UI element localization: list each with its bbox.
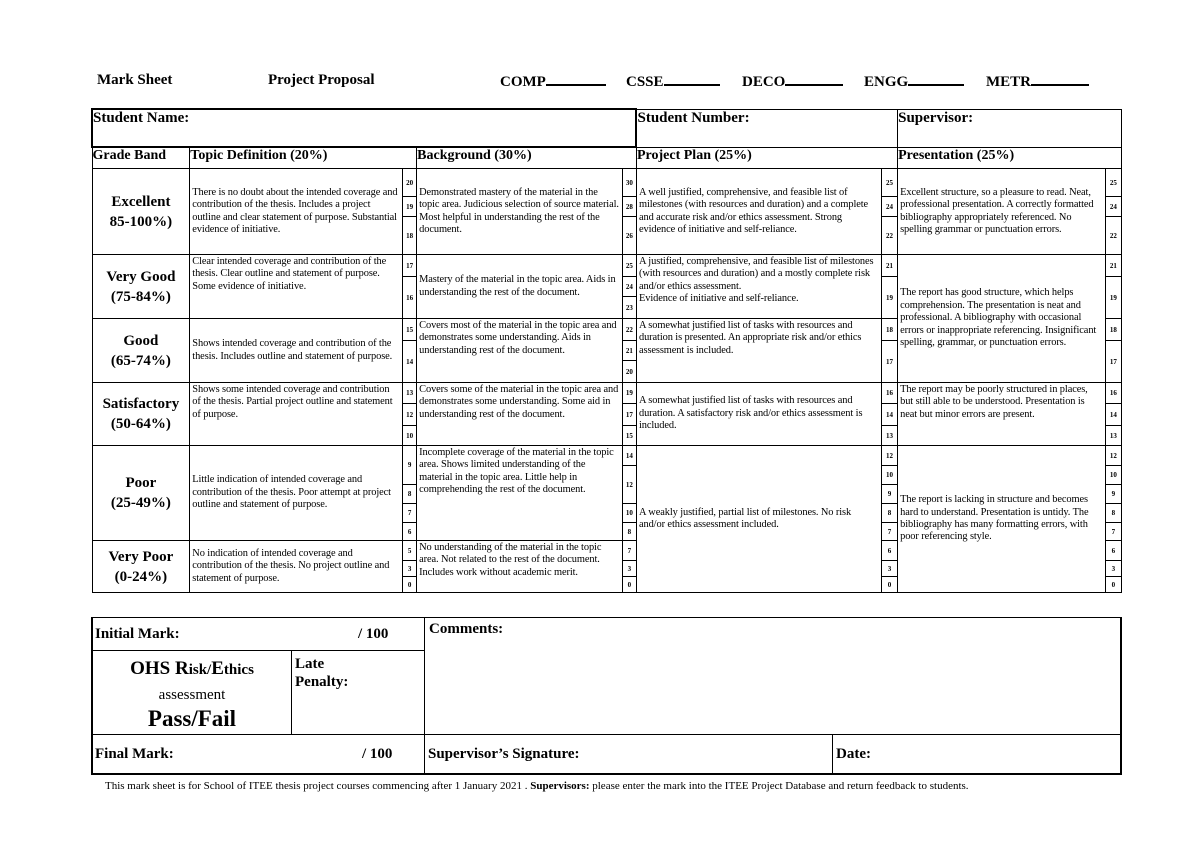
band-poor-range: (25-49%) xyxy=(110,495,171,511)
ohs-isk: isk/ xyxy=(188,662,212,678)
supervisor-signature-field[interactable] xyxy=(424,734,833,773)
band-very-good-range: (75-84%) xyxy=(110,288,171,305)
initial-mark-field[interactable] xyxy=(93,618,425,651)
footer-bold: Supervisors: xyxy=(530,780,590,792)
ohs-r-big: OHS R xyxy=(130,658,189,679)
band-very-good xyxy=(92,255,190,319)
plan-score-22[interactable]: 22 xyxy=(881,217,897,255)
final-mark-field[interactable] xyxy=(93,734,425,773)
background-score-25[interactable]: 25 xyxy=(622,255,636,277)
presentation-score-9[interactable]: 9 xyxy=(1105,485,1121,504)
band-satisfactory xyxy=(92,383,190,446)
project-title: Project Proposal xyxy=(268,72,375,88)
bottom-block xyxy=(91,617,1122,775)
plan-score-25[interactable]: 25 xyxy=(881,169,897,197)
plan-score-6[interactable]: 6 xyxy=(881,541,897,561)
ohs-box xyxy=(93,650,292,734)
date-field[interactable] xyxy=(832,734,1122,773)
ohs-e-big: E xyxy=(211,658,224,679)
code-csse[interactable] xyxy=(626,72,720,91)
plan-score-17[interactable]: 17 xyxy=(881,341,897,383)
topic-score-3[interactable]: 3 xyxy=(403,561,417,577)
presentation-score-25[interactable]: 25 xyxy=(1105,169,1121,197)
presentation-score-21[interactable]: 21 xyxy=(1105,255,1121,277)
student-name-label: Student Name: xyxy=(93,110,190,126)
code-comp-label: COMP xyxy=(500,74,546,90)
student-number-label: Student Number: xyxy=(637,109,750,126)
presentation-score-18[interactable]: 18 xyxy=(1105,319,1121,341)
comments-field[interactable] xyxy=(424,618,1122,734)
plan-score-13[interactable]: 13 xyxy=(881,426,897,446)
band-very-poor xyxy=(92,541,190,593)
band-excellent-name: Excellent xyxy=(111,193,171,210)
band-excellent xyxy=(92,169,190,255)
col-presentation: Presentation (25%) xyxy=(898,147,1122,169)
plan-score-9[interactable]: 9 xyxy=(881,485,897,504)
presentation-poor: The report is lacking in structure and becomes hard to understand. Presentation is untidy. The bibliography has many formatting errors, with poor referencing style. xyxy=(898,446,1106,593)
presentation-score-7[interactable]: 7 xyxy=(1105,523,1121,541)
code-deco-label: DECO xyxy=(742,74,786,90)
band-good xyxy=(92,319,190,383)
band-good-name: Good xyxy=(123,332,159,349)
background-very-poor: No understanding of the material in the topic area. Not related to the rest of the document. Includes work without academic merit. xyxy=(417,541,623,593)
plan-score-19[interactable]: 19 xyxy=(881,277,897,319)
presentation-excellent: Excellent structure, so a pleasure to read. Neat, professional presentation. A correctly formatted bibliography appropriately referenced. No spelling grammar or punctuation errors. xyxy=(898,169,1106,255)
topic-score-5[interactable]: 5 xyxy=(403,541,417,561)
col-background: Background (30%) xyxy=(417,147,637,169)
topic-score-0[interactable]: 0 xyxy=(403,577,417,593)
date-label: Date: xyxy=(836,746,871,762)
mark-sheet-title: Mark Sheet xyxy=(97,72,173,88)
plan-score-14[interactable]: 14 xyxy=(881,404,897,426)
presentation-score-6[interactable]: 6 xyxy=(1105,541,1121,561)
topic-score-12[interactable]: 12 xyxy=(403,404,417,426)
background-score-22[interactable]: 22 xyxy=(622,319,636,341)
background-score-0[interactable]: 0 xyxy=(622,577,636,593)
presentation-good: The report has good structure, which helps comprehension. The presentation is neat and professional. A bibliography with occasional errors or inappropriate referencing. Insignificant spelling, grammar, or punctuation errors. xyxy=(898,255,1106,383)
col-grade-band: Grade Band xyxy=(92,147,190,169)
background-score-10[interactable]: 10 xyxy=(622,504,636,523)
band-very-poor-name: Very Poor xyxy=(108,548,174,565)
topic-very-poor: No indication of intended coverage and contribution of the thesis. No project outline and statement of purpose. xyxy=(190,541,403,593)
plan-good: A somewhat justified list of tasks with resources and duration is presented. An appropriate risk and/or ethics assessment is included. xyxy=(636,319,881,383)
code-metr[interactable] xyxy=(986,72,1089,91)
final-mark-label: Final Mark: xyxy=(95,746,174,762)
topic-score-10[interactable]: 10 xyxy=(403,426,417,446)
footer-note xyxy=(105,780,969,792)
plan-score-18[interactable]: 18 xyxy=(881,319,897,341)
background-very-good: Mastery of the material in the topic area. Aids in understanding the rest of the document. xyxy=(417,255,623,319)
background-poor: Incomplete coverage of the material in the topic area. Shows limited understanding of the material in the topic area. Little help in comprehending the rest of the document. xyxy=(417,446,623,541)
band-good-range: (65-74%) xyxy=(110,352,171,369)
plan-score-7[interactable]: 7 xyxy=(881,523,897,541)
col-plan: Project Plan (25%) xyxy=(636,147,897,169)
background-score-30[interactable]: 30 xyxy=(622,169,636,197)
plan-score-10[interactable]: 10 xyxy=(881,466,897,485)
background-score-3[interactable]: 3 xyxy=(622,561,636,577)
code-comp[interactable] xyxy=(500,72,606,91)
code-deco[interactable] xyxy=(742,72,843,91)
ohs-thics: thics xyxy=(223,662,254,678)
topic-score-8[interactable]: 8 xyxy=(403,485,417,504)
plan-satisfactory: A somewhat justified list of tasks with resources and duration. A satisfactory risk and/or ethics assessment is included. xyxy=(636,383,881,446)
background-score-8[interactable]: 8 xyxy=(622,523,636,541)
background-score-14[interactable]: 14 xyxy=(622,446,636,466)
code-metr-label: METR xyxy=(986,74,1031,90)
presentation-score-3[interactable]: 3 xyxy=(1105,561,1121,577)
plan-poor: A weakly justified, partial list of milestones. No risk and/or ethics assessment included. xyxy=(636,446,881,593)
background-score-28[interactable]: 28 xyxy=(622,197,636,217)
presentation-score-19[interactable]: 19 xyxy=(1105,277,1121,319)
final-mark-out-of: / 100 xyxy=(362,746,393,762)
topic-excellent: There is no doubt about the intended coverage and contribution of the thesis. Includes a project outline and clear statement of purpose. Substantial evidence of initiative. xyxy=(190,169,403,255)
band-satisfactory-range: (50-64%) xyxy=(110,416,171,432)
background-score-23[interactable]: 23 xyxy=(622,297,636,319)
background-good: Covers most of the material in the topic area and demonstrates some understanding. Aids in understanding rest of the document. xyxy=(417,319,623,383)
presentation-score-8[interactable]: 8 xyxy=(1105,504,1121,523)
supervisor-signature-label: Supervisor’s Signature: xyxy=(428,746,580,762)
background-score-15[interactable]: 15 xyxy=(622,426,636,446)
plan-score-8[interactable]: 8 xyxy=(881,504,897,523)
background-score-17[interactable]: 17 xyxy=(622,404,636,426)
presentation-score-12[interactable]: 12 xyxy=(1105,446,1121,466)
background-satisfactory: Covers some of the material in the topic area and demonstrates some understanding. Some aid in understanding rest of the document. xyxy=(417,383,623,446)
student-number-field[interactable] xyxy=(636,109,897,147)
plan-very-good xyxy=(636,255,881,319)
pass-fail[interactable]: Pass/Fail xyxy=(147,706,237,731)
band-poor-name: Poor xyxy=(125,475,157,491)
band-poor xyxy=(92,446,190,541)
topic-score-7[interactable]: 7 xyxy=(403,504,417,523)
topic-score-19[interactable]: 19 xyxy=(403,197,417,217)
background-score-21[interactable]: 21 xyxy=(622,341,636,361)
topic-satisfactory: Shows some intended coverage and contribution of the thesis. Partial project outline and statement of purpose. xyxy=(190,383,403,446)
presentation-score-16[interactable]: 16 xyxy=(1105,383,1121,404)
code-csse-label: CSSE xyxy=(626,74,664,90)
plan-very-good-initiative: Evidence of initiative and self-reliance. xyxy=(638,293,799,305)
plan-score-3[interactable]: 3 xyxy=(881,561,897,577)
topic-score-9[interactable]: 9 xyxy=(403,446,417,485)
band-satisfactory-name: Satisfactory xyxy=(102,396,180,412)
plan-score-16[interactable]: 16 xyxy=(881,383,897,404)
presentation-score-17[interactable]: 17 xyxy=(1105,341,1121,383)
plan-score-12[interactable]: 12 xyxy=(881,446,897,466)
background-score-26[interactable]: 26 xyxy=(622,217,636,255)
presentation-score-14[interactable]: 14 xyxy=(1105,404,1121,426)
background-score-19[interactable]: 19 xyxy=(622,383,636,404)
topic-score-16[interactable]: 16 xyxy=(403,277,417,319)
background-score-24[interactable]: 24 xyxy=(622,277,636,297)
band-excellent-range: 85-100%) xyxy=(109,213,173,230)
topic-very-good: Clear intended coverage and contribution of the thesis. Clear outline and statement of purpose. Some evidence of initiative. xyxy=(190,255,403,319)
plan-score-21[interactable]: 21 xyxy=(881,255,897,277)
late-penalty-field[interactable] xyxy=(291,650,425,734)
initial-mark-label: Initial Mark: xyxy=(95,626,180,642)
band-very-poor-range: (0-24%) xyxy=(114,568,168,585)
mark-sheet-table xyxy=(91,108,1122,593)
footer-text-2: please enter the mark into the ITEE Project Database and return feedback to students. xyxy=(592,780,969,792)
topic-score-15[interactable]: 15 xyxy=(403,319,417,341)
presentation-score-22[interactable]: 22 xyxy=(1105,217,1121,255)
topic-score-20[interactable]: 20 xyxy=(403,169,417,197)
background-score-20[interactable]: 20 xyxy=(622,361,636,383)
topic-score-6[interactable]: 6 xyxy=(403,523,417,541)
plan-score-0[interactable]: 0 xyxy=(881,577,897,593)
supervisor-label: Supervisor: xyxy=(898,109,974,126)
plan-excellent: A well justified, comprehensive, and feasible list of milestones (with resources and duration) and a complete and accurate risk and/or ethics assessment. Strong evidence of initiative and self-reliance. xyxy=(636,169,881,255)
late-penalty-label: Late Penalty: xyxy=(295,656,349,690)
presentation-satisfactory: The report may be poorly structured in places, but still able to be understood. Presentation is neat but minor errors are present. xyxy=(898,383,1106,446)
code-engg-label: ENGG xyxy=(864,74,909,90)
initial-mark-out-of: / 100 xyxy=(358,626,389,642)
code-engg[interactable] xyxy=(864,72,964,91)
background-excellent: Demonstrated mastery of the material in the topic area. Judicious selection of source material. Most helpful in understanding the rest of the document. xyxy=(417,169,623,255)
footer-text-1: This mark sheet is for School of ITEE thesis project courses commencing after 1 January 2021 . xyxy=(105,780,528,792)
topic-poor: Little indication of intended coverage and contribution of the thesis. Poor attempt at project outline and statement of purpose. xyxy=(190,446,403,541)
supervisor-field[interactable] xyxy=(898,109,1122,147)
comments-label: Comments: xyxy=(429,621,504,637)
background-score-7[interactable]: 7 xyxy=(622,541,636,561)
band-very-good-name: Very Good xyxy=(106,268,176,285)
presentation-score-13[interactable]: 13 xyxy=(1105,426,1121,446)
student-name-field[interactable] xyxy=(92,109,636,147)
background-score-12[interactable]: 12 xyxy=(622,466,636,504)
presentation-score-0[interactable]: 0 xyxy=(1105,577,1121,593)
presentation-score-24[interactable]: 24 xyxy=(1105,197,1121,217)
plan-very-good-text: A justified, comprehensive, and feasible list of milestones (with resources and duration) and a mostly complete risk and/or ethics assessment. xyxy=(638,256,874,292)
presentation-score-10[interactable]: 10 xyxy=(1105,466,1121,485)
col-topic: Topic Definition (20%) xyxy=(190,147,417,169)
topic-score-17[interactable]: 17 xyxy=(403,255,417,277)
topic-score-14[interactable]: 14 xyxy=(403,341,417,383)
topic-good: Shows intended coverage and contribution of the thesis. Includes outline and statement of purpose. xyxy=(190,319,403,383)
ohs-assessment: assessment xyxy=(158,687,226,703)
topic-score-13[interactable]: 13 xyxy=(403,383,417,404)
ohs-heading xyxy=(93,658,291,680)
plan-score-24[interactable]: 24 xyxy=(881,197,897,217)
topic-score-18[interactable]: 18 xyxy=(403,217,417,255)
